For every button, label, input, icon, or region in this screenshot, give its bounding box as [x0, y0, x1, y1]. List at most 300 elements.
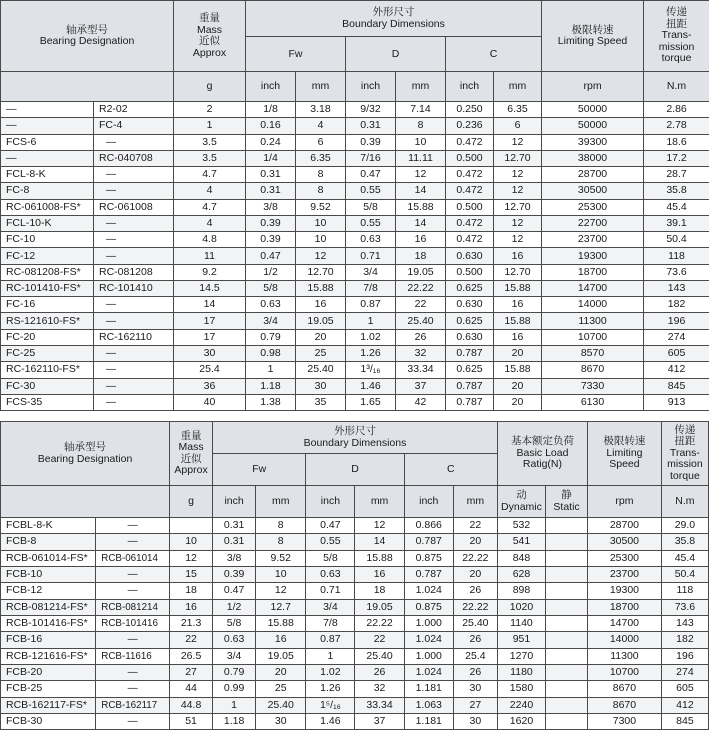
mass-cell: 25.4	[174, 362, 246, 378]
mass-cell: 36	[174, 378, 246, 394]
c-inch-cell: 0.630	[446, 329, 494, 345]
designation-header: 轴承型号 Bearing Designation	[1, 422, 170, 486]
c-mm-cell: 12.70	[494, 150, 542, 166]
static-load-cell	[546, 697, 588, 713]
dynamic-load-cell: 532	[497, 518, 545, 534]
d-mm-cell: 32	[396, 345, 446, 361]
fw-inch-cell: 3/4	[213, 648, 256, 664]
d-inch-cell: 1	[306, 648, 355, 664]
designation-cell: RCB-162117-FS*	[1, 697, 96, 713]
c-inch-cell: 1.024	[404, 632, 453, 648]
fw-inch-cell: 1.18	[213, 713, 256, 729]
table-row	[1, 183, 709, 199]
c-mm-cell: 15.88	[494, 313, 542, 329]
mass-cell: 3.5	[174, 134, 246, 150]
c-inch-cell: 0.787	[446, 394, 494, 410]
alt-designation-cell: RC-081208	[94, 264, 174, 280]
boundary-dimensions-header: 外形尺寸 Boundary Dimensions	[213, 422, 498, 454]
alt-designation-cell: —	[96, 534, 170, 550]
limiting-speed-cell: 6130	[542, 394, 644, 410]
fw-inch-cell: 3/8	[246, 199, 296, 215]
alt-designation-cell: —	[94, 215, 174, 231]
limiting-speed-cell: 28700	[588, 518, 662, 534]
mass-cell: 4	[174, 215, 246, 231]
alt-designation-cell: —	[96, 518, 170, 534]
d-inch-cell: 7/16	[346, 150, 396, 166]
fw-inch-cell: 0.63	[246, 297, 296, 313]
alt-designation-cell: —	[94, 248, 174, 264]
mass-cell: 18	[170, 583, 213, 599]
static-load-cell	[546, 518, 588, 534]
fw-mm-cell: 12.7	[256, 599, 306, 615]
torque-cell: 39.1	[644, 215, 709, 231]
table-row	[1, 615, 709, 631]
designation-cell: FCS-35	[1, 394, 94, 410]
fw-inch-cell: 5/8	[213, 615, 256, 631]
torque-cell: 274	[661, 664, 708, 680]
table-row	[1, 681, 709, 697]
c-inch-cell: 0.875	[404, 550, 453, 566]
c-mm-cell: 26	[453, 664, 497, 680]
mass-cell: 4.7	[174, 167, 246, 183]
mass-cell: 22	[170, 632, 213, 648]
mass-cell: 40	[174, 394, 246, 410]
d-mm-cell: 7.14	[396, 102, 446, 118]
d-mm-cell: 19.05	[355, 599, 404, 615]
designation-cell: FC-10	[1, 232, 94, 248]
alt-designation-cell: FC-4	[94, 118, 174, 134]
fw-mm-cell: 8	[256, 518, 306, 534]
unit-g: g	[174, 72, 246, 102]
c-mm-cell: 16	[494, 329, 542, 345]
limiting-speed-cell: 14700	[588, 615, 662, 631]
mass-cell: 1	[174, 118, 246, 134]
d-mm-cell: 32	[355, 681, 404, 697]
torque-cell: 118	[661, 583, 708, 599]
alt-designation-cell: RC-061008	[94, 199, 174, 215]
fw-mm-cell: 3.18	[296, 102, 346, 118]
d-mm-cell: 11.11	[396, 150, 446, 166]
designation-cell: FCB-12	[1, 583, 96, 599]
torque-header: 传递 扭距 Trans- mission torque	[644, 1, 709, 72]
table-row	[1, 248, 709, 264]
d-mm-cell: 25.40	[355, 648, 404, 664]
fw-mm-cell: 10	[296, 232, 346, 248]
limiting-speed-cell: 18700	[542, 264, 644, 280]
static-load-cell	[546, 599, 588, 615]
d-header: D	[306, 454, 404, 486]
d-inch-cell: 0.87	[306, 632, 355, 648]
static-load-cell	[546, 681, 588, 697]
c-mm-cell: 20	[453, 534, 497, 550]
fw-mm-cell: 12	[296, 248, 346, 264]
fw-inch-cell: 5/8	[246, 280, 296, 296]
fw-inch-cell: 0.39	[213, 566, 256, 582]
torque-cell: 73.6	[661, 599, 708, 615]
fw-mm-cell: 12	[256, 583, 306, 599]
unit-nm: N.m	[644, 72, 709, 102]
mass-cell: 44.8	[170, 697, 213, 713]
alt-designation-cell: —	[96, 632, 170, 648]
designation-cell: RCB-101416-FS*	[1, 615, 96, 631]
c-inch-cell: 0.472	[446, 183, 494, 199]
designation-cell: FCB-8	[1, 534, 96, 550]
torque-cell: 196	[644, 313, 709, 329]
static-load-cell	[546, 648, 588, 664]
limiting-speed-cell: 30500	[542, 183, 644, 199]
limiting-speed-cell: 19300	[542, 248, 644, 264]
limiting-speed-cell: 19300	[588, 583, 662, 599]
limiting-speed-header: 极限转速 Limiting Speed	[588, 422, 662, 486]
fw-mm-cell: 20	[296, 329, 346, 345]
unit-mm: mm	[494, 72, 542, 102]
fw-inch-cell: 0.63	[213, 632, 256, 648]
limiting-speed-cell: 7300	[588, 713, 662, 729]
fw-mm-cell: 25.40	[256, 697, 306, 713]
fw-mm-cell: 25	[256, 681, 306, 697]
c-mm-cell: 6.35	[494, 102, 542, 118]
d-mm-cell: 16	[396, 232, 446, 248]
limiting-speed-cell: 10700	[542, 329, 644, 345]
torque-cell: 73.6	[644, 264, 709, 280]
d-inch-cell: 5/8	[346, 199, 396, 215]
unit-inch: inch	[446, 72, 494, 102]
d-mm-cell: 12	[396, 167, 446, 183]
alt-designation-cell: —	[96, 566, 170, 582]
c-header: C	[404, 454, 497, 486]
designation-cell: FCB-16	[1, 632, 96, 648]
fw-mm-cell: 30	[296, 378, 346, 394]
table2-header	[1, 422, 709, 518]
load-rating-table	[0, 421, 709, 730]
designation-cell: FC-12	[1, 248, 94, 264]
c-inch-cell: 0.630	[446, 297, 494, 313]
alt-designation-cell: —	[94, 345, 174, 361]
torque-cell: 50.4	[661, 566, 708, 582]
d-mm-cell: 14	[396, 215, 446, 231]
mass-cell: 11	[174, 248, 246, 264]
d-inch-cell: 1.65	[346, 394, 396, 410]
fw-inch-cell: 0.31	[246, 183, 296, 199]
c-mm-cell: 22.22	[453, 550, 497, 566]
mass-cell	[170, 518, 213, 534]
alt-designation-cell: RCB-162117	[96, 697, 170, 713]
fw-mm-cell: 8	[296, 167, 346, 183]
torque-cell: 412	[661, 697, 708, 713]
torque-cell: 2.78	[644, 118, 709, 134]
c-mm-cell: 20	[494, 394, 542, 410]
limiting-speed-cell: 30500	[588, 534, 662, 550]
dynamic-load-cell: 1020	[497, 599, 545, 615]
unit-mm: mm	[256, 486, 306, 518]
c-mm-cell: 30	[453, 713, 497, 729]
fw-mm-cell: 25	[296, 345, 346, 361]
c-mm-cell: 26	[453, 583, 497, 599]
table-row	[1, 297, 709, 313]
designation-cell: FC-30	[1, 378, 94, 394]
c-inch-cell: 0.787	[446, 378, 494, 394]
c-mm-cell: 12	[494, 215, 542, 231]
table-row	[1, 215, 709, 231]
d-inch-cell: 3/4	[346, 264, 396, 280]
fw-inch-cell: 1	[246, 362, 296, 378]
mass-cell: 17	[174, 329, 246, 345]
d-inch-cell: 5/8	[306, 550, 355, 566]
c-inch-cell: 0.472	[446, 167, 494, 183]
table-row	[1, 518, 709, 534]
alt-designation-cell: RCB-11616	[96, 648, 170, 664]
d-mm-cell: 33.34	[396, 362, 446, 378]
d-mm-cell: 14	[355, 534, 404, 550]
limiting-speed-cell: 7330	[542, 378, 644, 394]
c-mm-cell: 22.22	[453, 599, 497, 615]
designation-cell: FCB-10	[1, 566, 96, 582]
torque-cell: 45.4	[644, 199, 709, 215]
d-inch-cell: 7/8	[306, 615, 355, 631]
table-row	[1, 232, 709, 248]
d-mm-cell: 22.22	[396, 280, 446, 296]
limiting-speed-cell: 25300	[588, 550, 662, 566]
static-load-cell	[546, 615, 588, 631]
d-mm-cell: 8	[396, 118, 446, 134]
torque-cell: 2.86	[644, 102, 709, 118]
fw-mm-cell: 10	[256, 566, 306, 582]
d-mm-cell: 26	[396, 329, 446, 345]
fw-inch-cell: 0.39	[246, 215, 296, 231]
designation-cell: FCB-20	[1, 664, 96, 680]
fw-mm-cell: 6	[296, 134, 346, 150]
mass-cell: 17	[174, 313, 246, 329]
alt-designation-cell: RC-101410	[94, 280, 174, 296]
static-load-cell	[546, 632, 588, 648]
mass-cell: 16	[170, 599, 213, 615]
d-inch-cell: 0.63	[346, 232, 396, 248]
designation-cell: RS-121610-FS*	[1, 313, 94, 329]
d-inch-cell: 1.46	[306, 713, 355, 729]
c-mm-cell: 12.70	[494, 264, 542, 280]
mass-cell: 3.5	[174, 150, 246, 166]
unit-inch: inch	[213, 486, 256, 518]
static-header: 静 Static	[546, 486, 588, 518]
limiting-speed-cell: 10700	[588, 664, 662, 680]
torque-cell: 29.0	[661, 518, 708, 534]
designation-unit-blank	[1, 72, 174, 102]
fw-mm-cell: 35	[296, 394, 346, 410]
c-inch-cell: 0.500	[446, 199, 494, 215]
fw-inch-cell: 0.79	[246, 329, 296, 345]
d-header: D	[346, 37, 446, 72]
fw-mm-cell: 16	[296, 297, 346, 313]
fw-header: Fw	[213, 454, 306, 486]
torque-cell: 274	[644, 329, 709, 345]
torque-cell: 182	[644, 297, 709, 313]
alt-designation-cell: —	[94, 313, 174, 329]
limiting-speed-cell: 23700	[588, 566, 662, 582]
unit-inch: inch	[346, 72, 396, 102]
torque-cell: 28.7	[644, 167, 709, 183]
table-row	[1, 566, 709, 582]
c-mm-cell: 15.88	[494, 362, 542, 378]
designation-cell: FCB-30	[1, 713, 96, 729]
c-mm-cell: 15.88	[494, 280, 542, 296]
alt-designation-cell: RC-162110	[94, 329, 174, 345]
fw-mm-cell: 8	[296, 183, 346, 199]
fw-mm-cell: 9.52	[256, 550, 306, 566]
fw-inch-cell: 3/8	[213, 550, 256, 566]
c-inch-cell: 0.625	[446, 313, 494, 329]
unit-g: g	[170, 486, 213, 518]
c-inch-cell: 0.500	[446, 264, 494, 280]
d-inch-cell: 1.02	[306, 664, 355, 680]
dynamic-load-cell: 2240	[497, 697, 545, 713]
d-mm-cell: 22.22	[355, 615, 404, 631]
d-mm-cell: 37	[396, 378, 446, 394]
alt-designation-cell: —	[96, 713, 170, 729]
d-inch-cell: 1.26	[346, 345, 396, 361]
table-row	[1, 534, 709, 550]
table-row	[1, 150, 709, 166]
designation-header: 轴承型号 Bearing Designation	[1, 1, 174, 72]
c-inch-cell: 0.787	[404, 534, 453, 550]
fw-inch-cell: 0.31	[213, 518, 256, 534]
c-inch-cell: 0.875	[404, 599, 453, 615]
static-load-cell	[546, 566, 588, 582]
table-row	[1, 394, 709, 410]
d-mm-cell: 26	[355, 664, 404, 680]
mass-cell: 10	[170, 534, 213, 550]
torque-cell: 45.4	[661, 550, 708, 566]
fw-mm-cell: 30	[256, 713, 306, 729]
d-inch-cell: 9/32	[346, 102, 396, 118]
table-row	[1, 599, 709, 615]
c-inch-cell: 1.181	[404, 681, 453, 697]
table-row	[1, 118, 709, 134]
fw-mm-cell: 25.40	[296, 362, 346, 378]
limiting-speed-cell: 39300	[542, 134, 644, 150]
c-mm-cell: 25.4	[453, 648, 497, 664]
mass-cell: 15	[170, 566, 213, 582]
c-mm-cell: 6	[494, 118, 542, 134]
c-mm-cell: 30	[453, 681, 497, 697]
d-inch-cell: 0.55	[346, 215, 396, 231]
designation-cell: FCL-10-K	[1, 215, 94, 231]
alt-designation-cell: RCB-061014	[96, 550, 170, 566]
static-load-cell	[546, 713, 588, 729]
unit-mm: mm	[453, 486, 497, 518]
fw-inch-cell: 1/4	[246, 150, 296, 166]
alt-designation-cell: —	[94, 167, 174, 183]
fw-inch-cell: 0.24	[246, 134, 296, 150]
d-inch-cell: 0.39	[346, 134, 396, 150]
designation-cell: —	[1, 150, 94, 166]
designation-cell: FC-16	[1, 297, 94, 313]
table-row	[1, 264, 709, 280]
torque-cell: 118	[644, 248, 709, 264]
alt-designation-cell: R2-02	[94, 102, 174, 118]
torque-cell: 35.8	[644, 183, 709, 199]
fw-inch-cell: 1.18	[246, 378, 296, 394]
d-inch-cell: 3/4	[306, 599, 355, 615]
mass-cell: 21.3	[170, 615, 213, 631]
c-inch-cell: 1.024	[404, 664, 453, 680]
limiting-speed-cell: 22700	[542, 215, 644, 231]
torque-cell: 143	[644, 280, 709, 296]
c-inch-cell: 1.181	[404, 713, 453, 729]
d-inch-cell: 0.87	[346, 297, 396, 313]
fw-inch-cell: 1/8	[246, 102, 296, 118]
designation-cell: FCS-6	[1, 134, 94, 150]
dynamic-load-cell: 1620	[497, 713, 545, 729]
fw-mm-cell: 15.88	[256, 615, 306, 631]
c-inch-cell: 0.472	[446, 134, 494, 150]
unit-rpm: rpm	[542, 72, 644, 102]
d-mm-cell: 12	[355, 518, 404, 534]
table-row	[1, 102, 709, 118]
d-mm-cell: 25.40	[396, 313, 446, 329]
c-inch-cell: 1.024	[404, 583, 453, 599]
designation-cell: RCB-121616-FS*	[1, 648, 96, 664]
unit-inch: inch	[246, 72, 296, 102]
fw-inch-cell: 0.99	[213, 681, 256, 697]
limiting-speed-cell: 14000	[542, 297, 644, 313]
fw-inch-cell: 0.79	[213, 664, 256, 680]
fw-inch-cell: 0.98	[246, 345, 296, 361]
fw-mm-cell: 20	[256, 664, 306, 680]
fw-mm-cell: 16	[256, 632, 306, 648]
c-inch-cell: 0.630	[446, 248, 494, 264]
designation-cell: RC-101410-FS*	[1, 280, 94, 296]
dynamic-load-cell: 848	[497, 550, 545, 566]
torque-cell: 913	[644, 394, 709, 410]
fw-inch-cell: 0.16	[246, 118, 296, 134]
dynamic-load-cell: 951	[497, 632, 545, 648]
torque-cell: 35.8	[661, 534, 708, 550]
unit-mm: mm	[396, 72, 446, 102]
unit-inch: inch	[306, 486, 355, 518]
table-row	[1, 583, 709, 599]
fw-mm-cell: 12.70	[296, 264, 346, 280]
torque-cell: 182	[661, 632, 708, 648]
d-mm-cell: 37	[355, 713, 404, 729]
d-inch-cell: 1	[346, 313, 396, 329]
c-mm-cell: 27	[453, 697, 497, 713]
torque-cell: 605	[661, 681, 708, 697]
d-inch-cell: 0.55	[306, 534, 355, 550]
unit-inch: inch	[404, 486, 453, 518]
alt-designation-cell: RCB-101416	[96, 615, 170, 631]
table-row	[1, 345, 709, 361]
limiting-speed-cell: 50000	[542, 102, 644, 118]
d-mm-cell: 22	[396, 297, 446, 313]
limiting-speed-cell: 8670	[588, 697, 662, 713]
limiting-speed-cell: 8570	[542, 345, 644, 361]
table-row	[1, 550, 709, 566]
c-mm-cell: 25.40	[453, 615, 497, 631]
limiting-speed-cell: 50000	[542, 118, 644, 134]
unit-mm: mm	[355, 486, 404, 518]
c-inch-cell: 0.866	[404, 518, 453, 534]
c-inch-cell: 0.787	[404, 566, 453, 582]
limiting-speed-cell: 14000	[588, 632, 662, 648]
c-inch-cell: 1.000	[404, 615, 453, 631]
table-row	[1, 648, 709, 664]
fw-inch-cell: 1/2	[246, 264, 296, 280]
torque-cell: 17.2	[644, 150, 709, 166]
d-mm-cell: 16	[355, 566, 404, 582]
fw-mm-cell: 9.52	[296, 199, 346, 215]
d-inch-cell: 0.47	[306, 518, 355, 534]
designation-cell: —	[1, 102, 94, 118]
